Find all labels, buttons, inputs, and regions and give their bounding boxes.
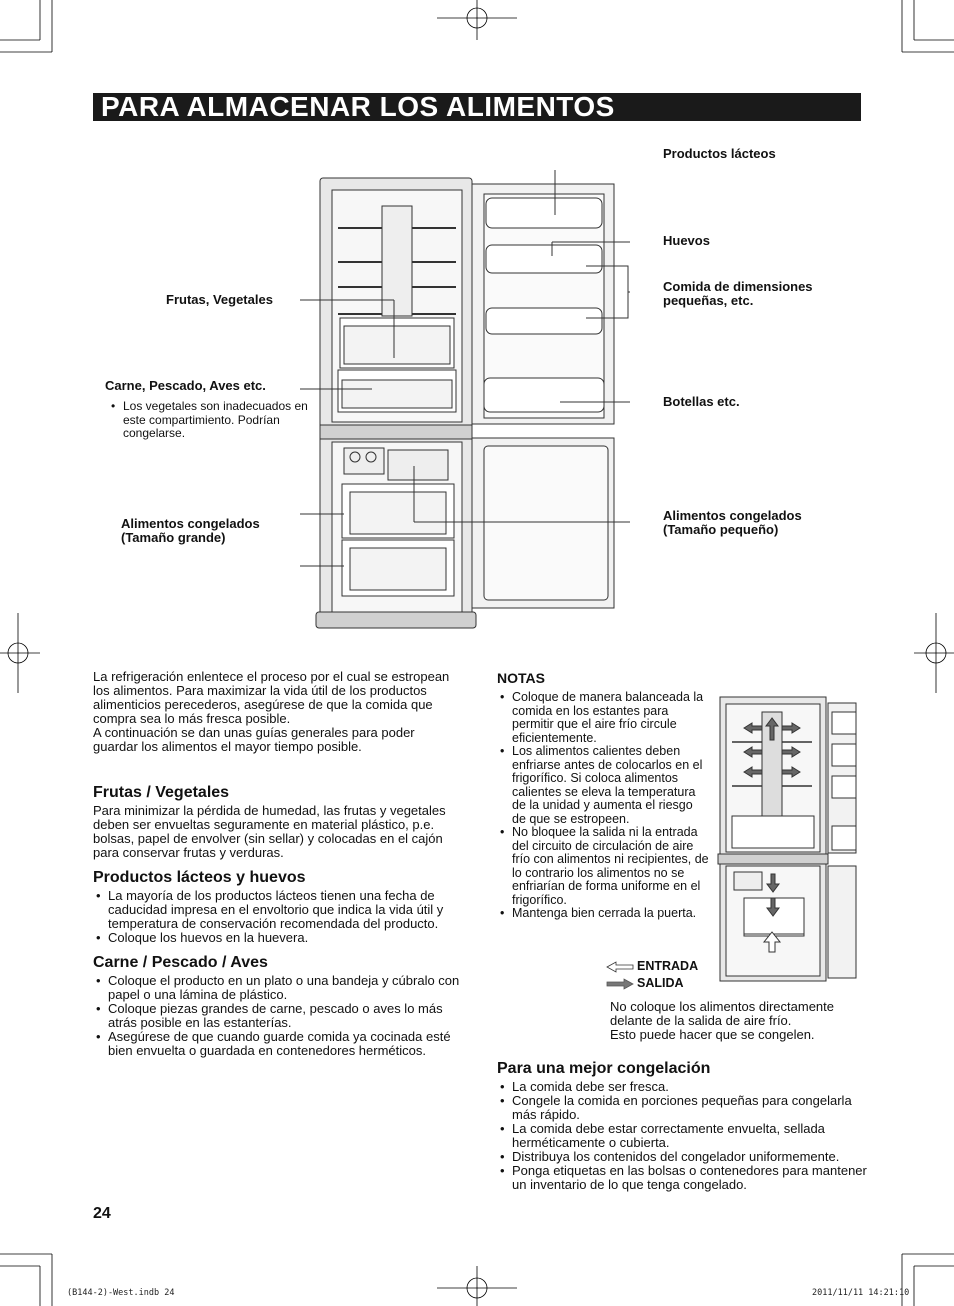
- list-item: • Coloque los huevos en la huevera.: [93, 931, 463, 945]
- list-item: • Los alimentos calientes deben enfriarse antes de colocarlos en el frigorífico. Si coloca alimentos calientes se eleva la temperatura de la unidad y aumenta el riesgo de que se estropeen.: [497, 745, 709, 826]
- lacteos-list: [93, 889, 463, 945]
- carne-list: [93, 974, 463, 1058]
- notas-list: [497, 691, 709, 921]
- list-item: • Coloque de manera balanceada la comida en los estantes para permitir que el aire frío circule eficientemente.: [497, 691, 709, 745]
- list-item: • La comida debe ser fresca.: [497, 1080, 867, 1094]
- entrada-arrow-icon: [606, 961, 634, 973]
- carne-heading: Carne / Pescado / Aves: [93, 954, 268, 971]
- label-botellas: Botellas etc.: [663, 394, 740, 409]
- congelacion-heading: Para una mejor congelación: [497, 1060, 711, 1077]
- list-item: • Coloque piezas grandes de carne, pescado o aves lo más atrás posible en las estanterías.: [93, 1002, 463, 1030]
- list-item: • Asegúrese de que cuando guarde comida ya cocinada esté bien envuelta o guardada en contenedores herméticos.: [93, 1030, 463, 1058]
- notas-heading: NOTAS: [497, 670, 545, 686]
- label-carne: Carne, Pescado, Aves etc.: [105, 378, 266, 393]
- label-congelados-pequeno: Alimentos congelados (Tamaño pequeño): [663, 508, 802, 537]
- entrada-label: ENTRADA: [637, 959, 699, 973]
- frutas-heading: Frutas / Vegetales: [93, 784, 230, 801]
- carne-note: [108, 400, 308, 441]
- footer-file: (B144-2)-West.indb 24: [67, 1288, 175, 1298]
- list-item: • La mayoría de los productos lácteos tienen una fecha de caducidad impresa en el envoltorio que indica la vida útil y temperatura de conservación recomendada del producto.: [93, 889, 463, 931]
- lacteos-heading: Productos lácteos y huevos: [93, 869, 306, 886]
- list-item: • Mantenga bien cerrada la puerta.: [497, 907, 709, 921]
- list-item: • Distribuya los contenidos del congelador uniformemente.: [497, 1150, 867, 1164]
- footer-timestamp: 2011/11/11 14:21:10: [812, 1288, 910, 1298]
- airflow-note: No coloque los alimentos directamente delante de la salida de aire frío. Esto puede hacer que se congelen.: [610, 999, 835, 1042]
- page-number: 24: [93, 1205, 111, 1222]
- intro-text: La refrigeración enlentece el proceso por el cual se estropean los alimentos. Para maximizar la vida útil de los productos alimenticios perecederos, asegúrese de que la comida que compra sea lo más fresca posible. A continuación se dan unas guías generales para poder guardar los alimentos el mayor tiempo posible.: [93, 669, 450, 754]
- salida-label: SALIDA: [637, 976, 684, 990]
- label-congelados-grande: Alimentos congelados (Tamaño grande): [121, 516, 260, 545]
- frutas-text: Para minimizar la pérdida de humedad, las frutas y vegetales deben ser envueltas seguramente en material plástico, p.e. bolsas, papel de envolver (sin sellar) y colocadas en el cajón para conservar frutas y verduras.: [93, 803, 446, 860]
- list-item: • La comida debe estar correctamente envuelta, sellada herméticamente o cubierta.: [497, 1122, 867, 1150]
- label-lacteos: Productos lácteos: [663, 146, 776, 161]
- salida-arrow-icon: [606, 978, 634, 990]
- congelacion-list: [497, 1080, 867, 1192]
- list-item: • Coloque el producto en un plato o una bandeja y cúbralo con papel o una lámina de plástico.: [93, 974, 463, 1002]
- label-comida: Comida de dimensiones pequeñas, etc.: [663, 279, 813, 308]
- fridge-diagram: [300, 170, 630, 635]
- label-frutas: Frutas, Vegetales: [166, 292, 273, 307]
- list-item: • Ponga etiquetas en las bolsas o contenedores para mantener un inventario de lo que tenga congelado.: [497, 1164, 867, 1192]
- carne-note-text: • Los vegetales son inadecuados en este compartimiento. Podrían congelarse.: [108, 400, 308, 441]
- airflow-diagram: [716, 695, 857, 985]
- label-huevos: Huevos: [663, 233, 710, 248]
- page-title: PARA ALMACENAR LOS ALIMENTOS: [101, 91, 615, 122]
- list-item: • No bloquee la salida ni la entrada del circuito de circulación de aire frío con alimentos ni recipientes, de lo contrario los alimentos no se enfriarían de forma uniforme en el frigorífico.: [497, 826, 709, 907]
- list-item: • Congele la comida en porciones pequeñas para congelarla más rápido.: [497, 1094, 867, 1122]
